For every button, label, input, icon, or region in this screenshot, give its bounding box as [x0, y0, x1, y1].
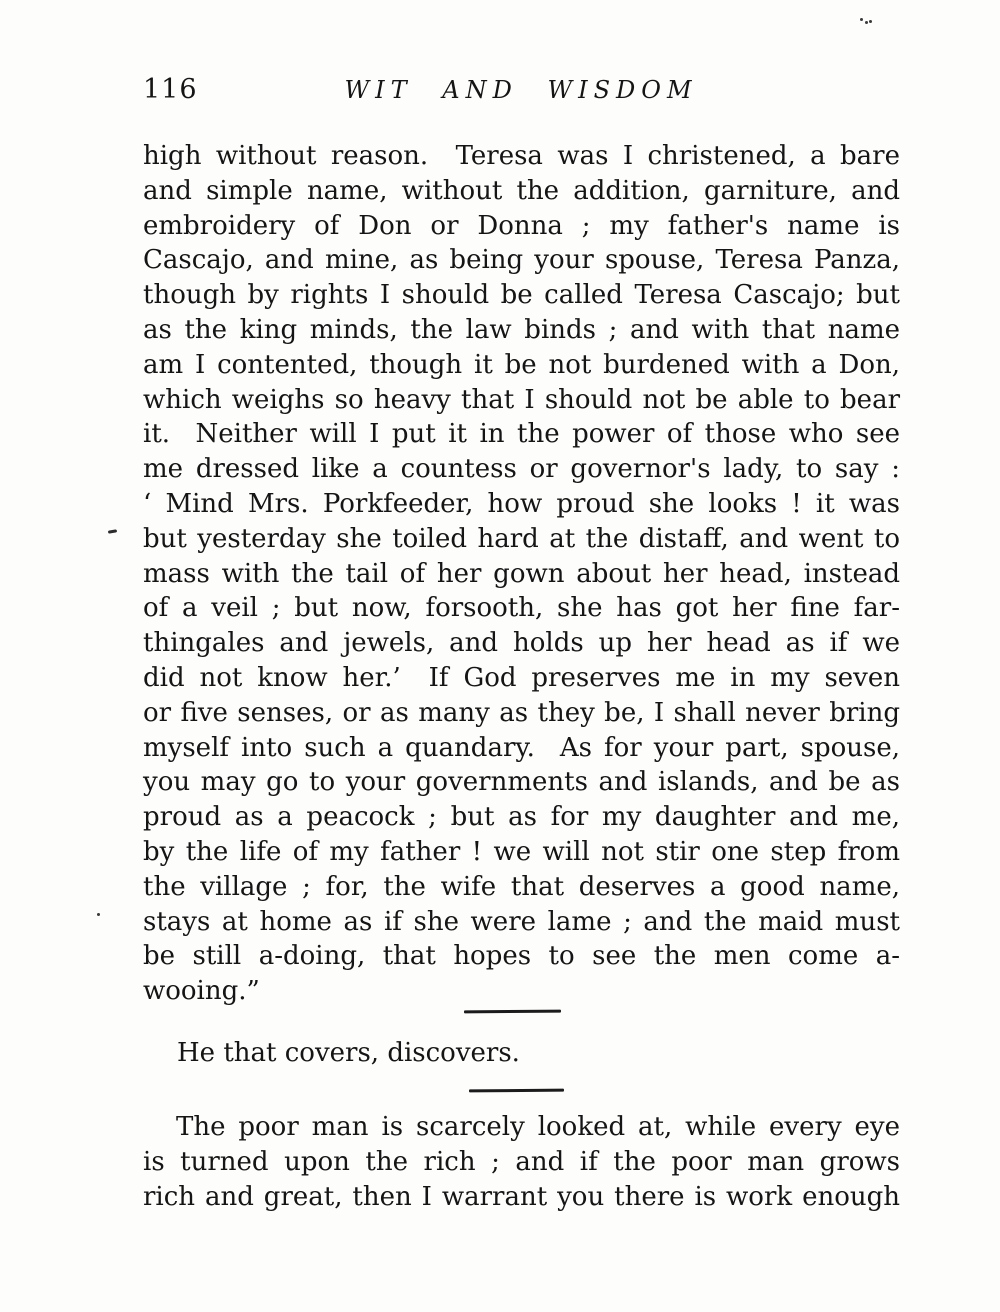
text-line: but yesterday she toiled hard at the distaff, and went to: [143, 523, 900, 554]
page-header: [143, 72, 899, 106]
text-line: the village ; for, the wife that deserves a good name,: [143, 871, 900, 902]
text-line: is turned upon the rich ; and if the poor man grows: [143, 1147, 900, 1177]
aphorism-paragraph: He that covers, discovers.: [177, 1038, 520, 1068]
text-line: it. Neither will I put it in the power of those who see: [143, 419, 900, 450]
scan-speck: [108, 529, 117, 534]
page-number: 116: [143, 74, 198, 105]
text-line: which weighs so heavy that I should not be able to bear: [143, 384, 900, 415]
section-rule: [464, 1010, 561, 1014]
text-line: myself into such a quandary. As for your part, spouse,: [143, 732, 900, 763]
text-line: thingales and jewels, and holds up her head as if we: [143, 628, 900, 659]
text-line: you may go to your governments and islands, and be as: [143, 767, 900, 798]
text-line: be still a-doing, that hopes to see the men come a-: [143, 941, 900, 972]
scan-speck: [97, 913, 100, 916]
text-line: am I contented, though it be not burdened with a Don,: [143, 349, 900, 380]
running-head: WIT AND WISDOM: [344, 76, 698, 104]
text-line: Cascajo, and mine, as being your spouse, Teresa Panza,: [143, 245, 900, 276]
text-line: as the king minds, the law binds ; and with that name: [143, 314, 900, 345]
closing-paragraph: [143, 1110, 900, 1215]
main-paragraph: [143, 139, 900, 1009]
text-line: wooing.”: [143, 976, 260, 1007]
text-line: stays at home as if she were lame ; and the maid must: [143, 906, 900, 937]
text-line: and simple name, without the addition, garniture, and: [143, 175, 900, 206]
text-line: me dressed like a countess or governor's lady, to say :: [143, 454, 900, 485]
text-line: embroidery of Don or Donna ; my father's name is: [143, 210, 900, 241]
text-line: or five senses, or as many as they be, I shall never bring: [143, 697, 900, 728]
text-line: high without reason. Teresa was I christened, a bare: [143, 141, 900, 171]
text-line: by the life of my father ! we will not stir one step from: [143, 836, 900, 867]
text-line: mass with the tail of her gown about her head, instead: [143, 558, 900, 589]
text-line: of a veil ; but now, forsooth, she has got her fine far-: [143, 593, 900, 624]
text-line: though by rights I should be called Teresa Cascajo; but: [143, 280, 900, 311]
text-line: ‘ Mind Mrs. Porkfeeder, how proud she looks ! it was: [143, 488, 900, 519]
text-line: did not know her.’ If God preserves me in my seven: [143, 662, 900, 693]
scan-speck: [860, 18, 863, 21]
text-line: The poor man is scarcely looked at, while every eye: [176, 1112, 900, 1142]
text-line: proud as a peacock ; but as for my daughter and me,: [143, 802, 900, 833]
section-rule: [469, 1089, 564, 1093]
text-line: rich and great, then I warrant you there is work enough: [143, 1182, 900, 1212]
